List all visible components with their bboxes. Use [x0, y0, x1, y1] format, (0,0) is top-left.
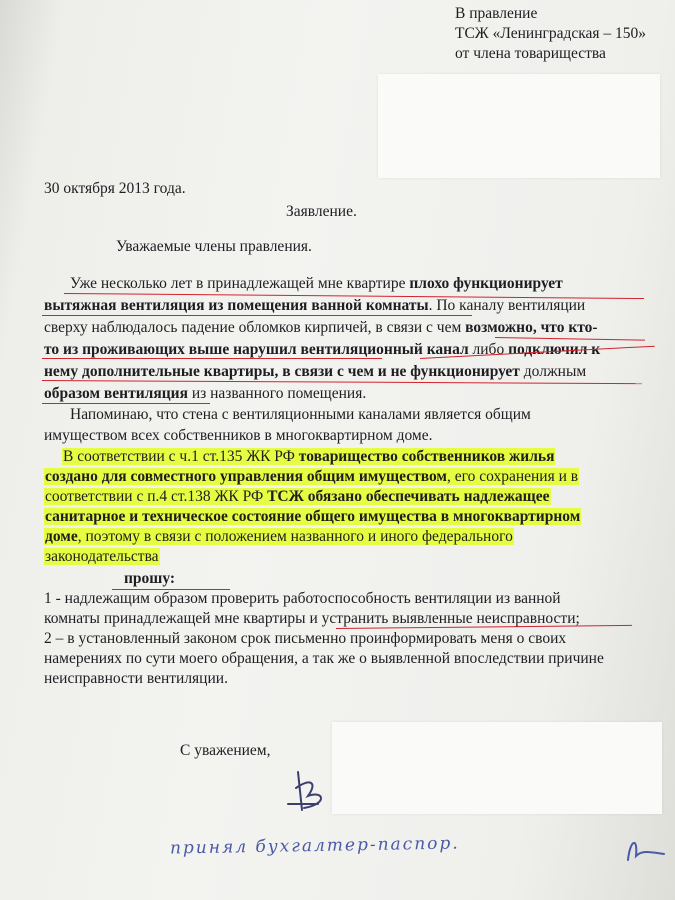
paragraph1-line2: вытяжная вентиляция из помещения ванной комнаты. По каналу вентиляции: [44, 297, 586, 314]
initials-scribble: [620, 830, 670, 870]
salutation: Уважаемые члены правления.: [116, 238, 312, 255]
request-item2-line2: намерениях по сути моего обращения, а так же о выявленной впоследствии причине: [44, 650, 604, 667]
paragraph1-line5: нему дополнительные квартиры, в связи с чем и не функционирует должным: [44, 363, 587, 380]
request-title: прошу:: [124, 570, 176, 587]
document-title: Заявление.: [286, 203, 357, 220]
paragraph2-line2: имуществом всех собственников в многоквартирном доме.: [44, 427, 433, 444]
paragraph2-line1: Напоминаю, что стена с вентиляционными каналами является общим: [70, 406, 531, 423]
request-item1-line1: 1 - надлежащим образом проверить работоспособность вентиляции из ванной: [44, 590, 561, 607]
redacted-sender-name: [378, 74, 660, 178]
request-item2-line1: 2 – в установленный законом срок письменно проинформировать меня о своих: [44, 630, 567, 647]
paragraph3-line4: санитарное и техническое состояние общего имущества в многоквартирном: [45, 508, 581, 525]
pen-underline: [42, 403, 210, 404]
request-item2-line3: неисправности вентиляции.: [44, 670, 228, 687]
paragraph1-line6: образом вентиляция из названного помещения.: [44, 385, 367, 402]
paragraph3-line6: законодательства: [45, 548, 159, 565]
paragraph1-line1: Уже несколько лет в принадлежащей мне квартире плохо функционирует: [70, 275, 563, 292]
pen-underline: [42, 358, 382, 359]
paragraph1-line3: сверху наблюдалось падение обломков кирпичей, в связи с чем возможно, что кто-: [44, 319, 598, 336]
paragraph3-line2: создано для совместного управления общим имуществом, его сохранения и в: [45, 468, 579, 485]
closing-phrase: С уважением,: [180, 742, 271, 759]
pen-underline: [42, 315, 472, 316]
redacted-signature-block: [332, 722, 662, 814]
signature-mark: [278, 760, 358, 820]
paragraph3-line5: доме, поэтому в связи с положением названного и иного федерального: [45, 528, 513, 545]
header-sender-line: от члена товарищества: [455, 45, 606, 62]
paragraph1-line4: то из проживающих выше нарушил вентиляционный канал либо подключил к: [44, 341, 601, 358]
header-recipient-line: В правление: [455, 5, 538, 22]
header-organization-line: ТСЖ «Ленинградская – 150»: [455, 25, 647, 42]
request-item1-line2: комнаты принадлежащей мне квартиры и устранить выявленные неисправности;: [44, 610, 580, 627]
handwritten-receipt-note: принял бухгалтер-паспор.: [169, 833, 460, 859]
document-date: 30 октября 2013 года.: [44, 180, 186, 197]
paragraph3-line3: соответствии с п.4 ст.138 ЖК РФ ТСЖ обязано обеспечивать надлежащее: [45, 488, 550, 505]
paragraph3-line1: В соответствии с ч.1 ст.135 ЖК РФ товарищество собственников жилья: [63, 448, 555, 465]
